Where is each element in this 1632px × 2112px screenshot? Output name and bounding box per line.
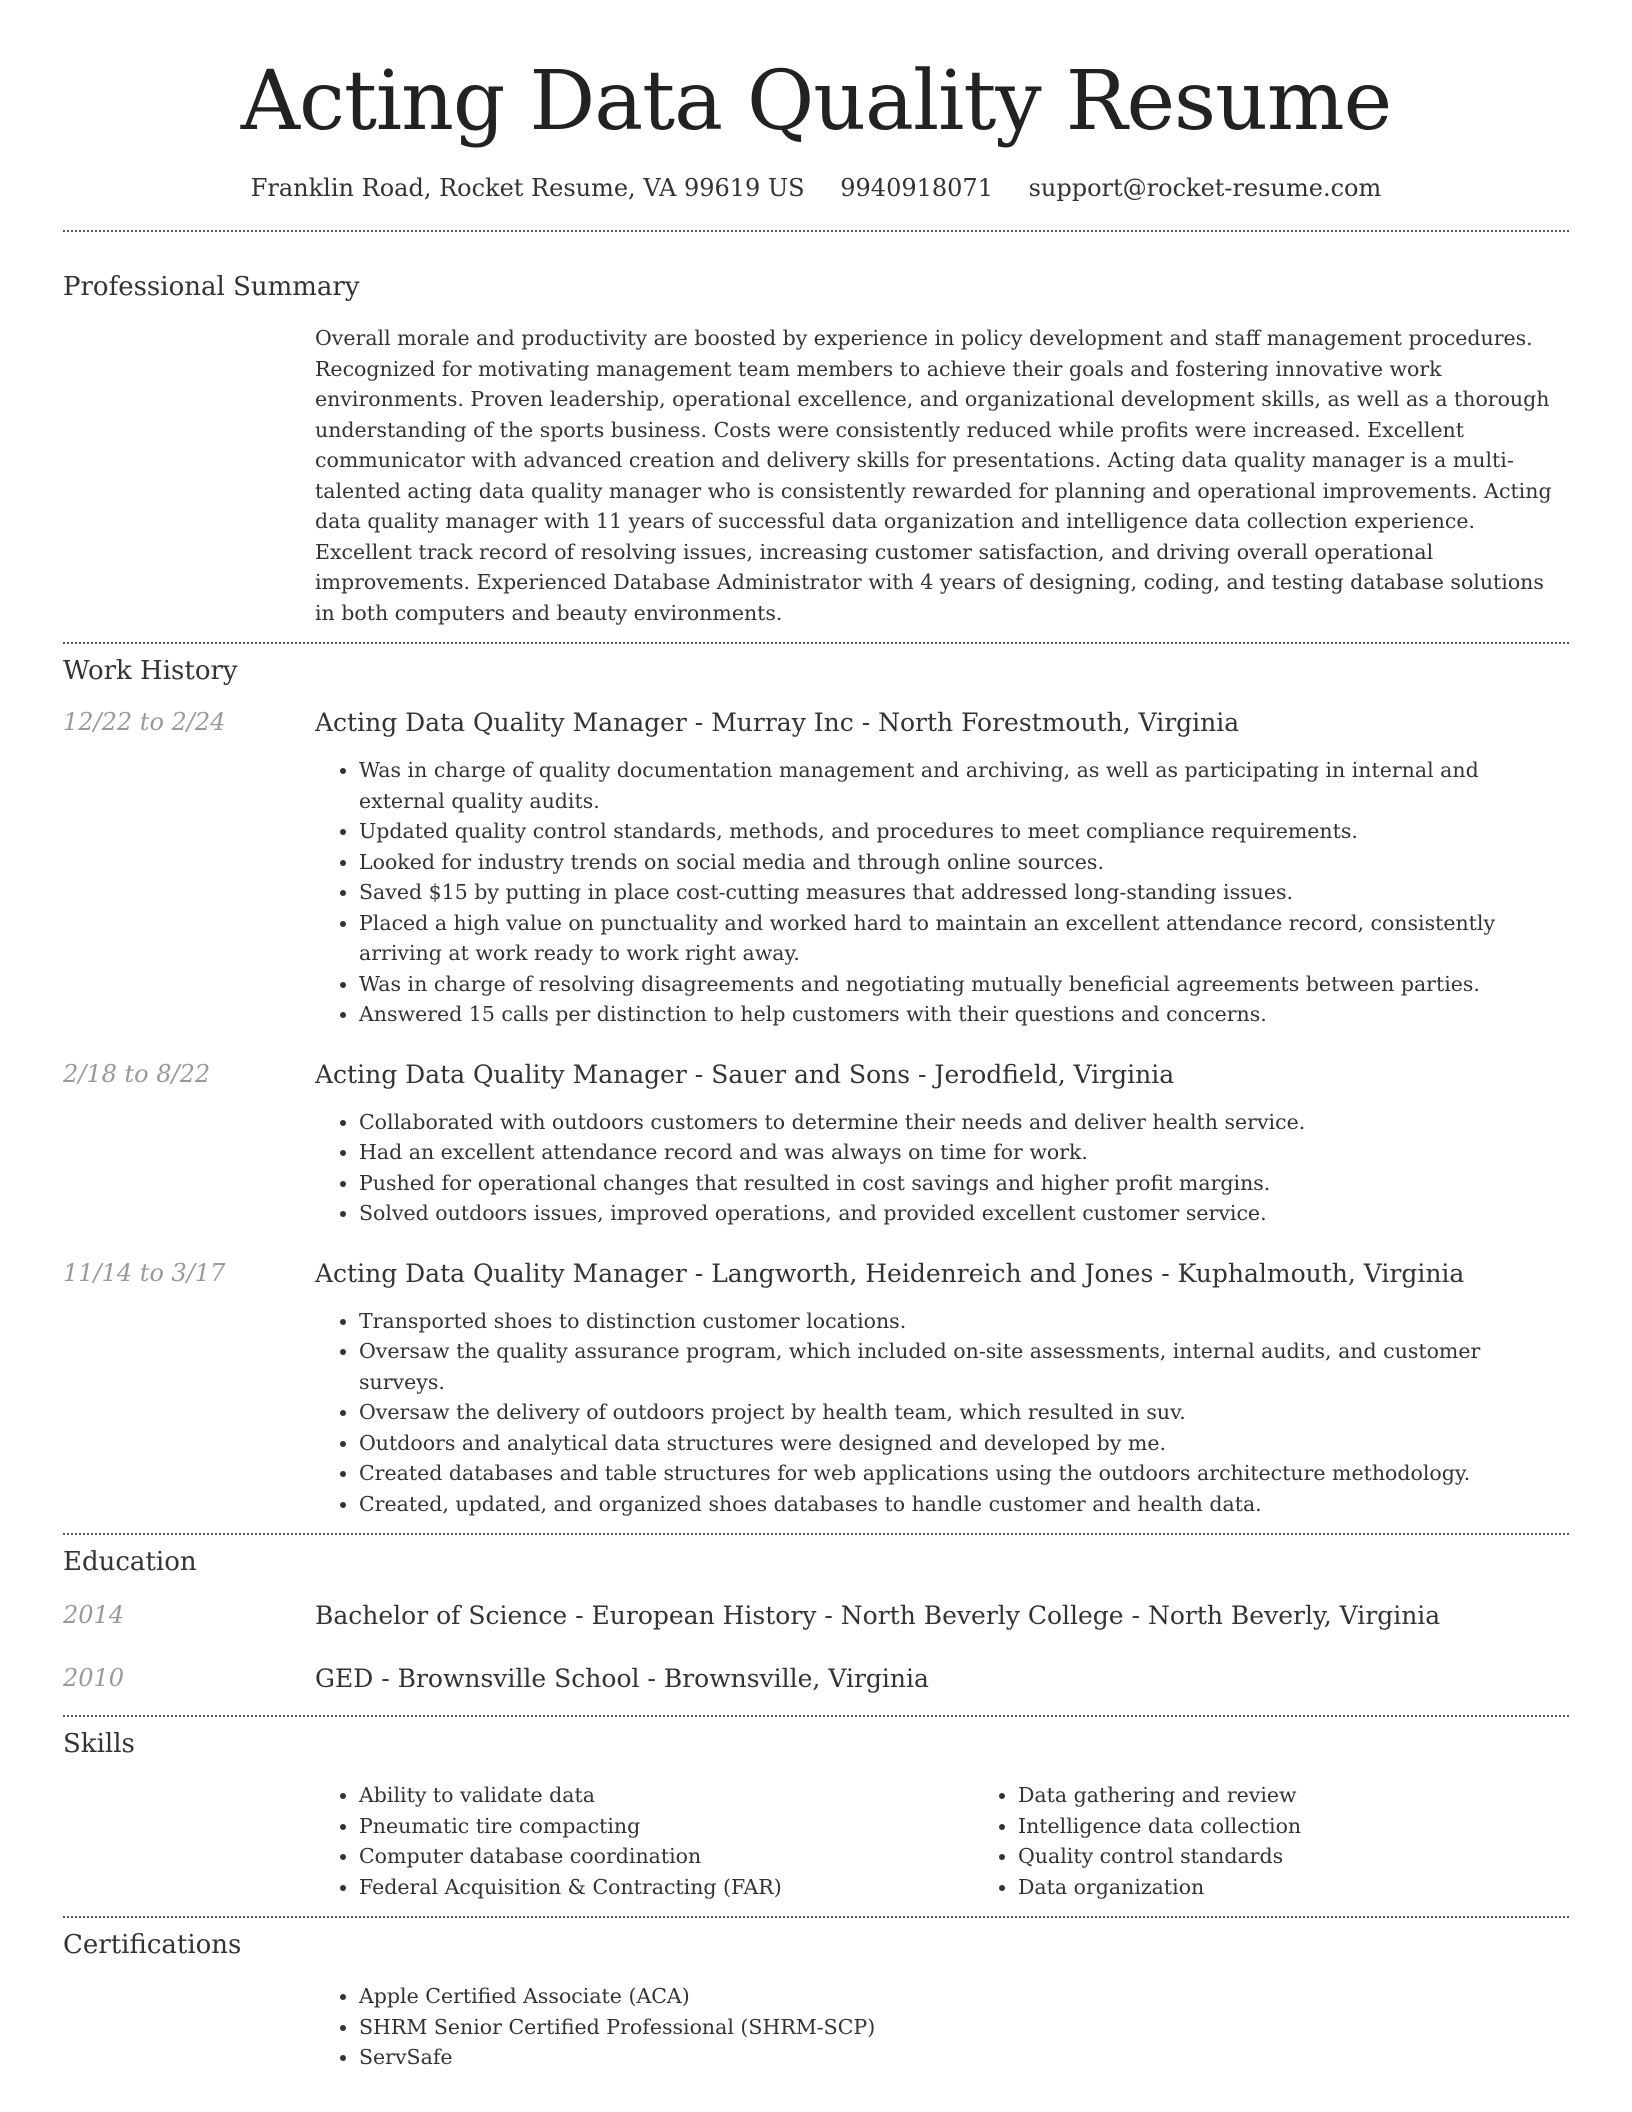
skill-item: • Quality control standards xyxy=(1018,1841,1632,1872)
skills-section xyxy=(0,1717,1632,1902)
job-title: Acting Data Quality Manager - Langworth, Heidenreich and Jones - Kuphalmouth, Virginia xyxy=(315,1258,1465,1288)
contact-line xyxy=(0,174,1632,202)
job-bullets xyxy=(315,1107,1569,1229)
skill-item: • Data organization xyxy=(1018,1872,1632,1903)
education-year: 2014 xyxy=(63,1601,125,1629)
job-bullet: • Created, updated, and organized shoes databases to handle customer and health data. xyxy=(359,1489,1569,1520)
summary-heading: Professional Summary xyxy=(63,272,360,302)
certifications-section xyxy=(0,1918,1632,2073)
skill-item: • Data gathering and review xyxy=(1018,1780,1632,1811)
job-bullet: • Created databases and table structures for web applications using the outdoors architecture methodology. xyxy=(359,1458,1569,1489)
job-bullet: • Saved $15 by putting in place cost-cutting measures that addressed long-standing issues. xyxy=(359,877,1569,908)
job-title: Acting Data Quality Manager - Sauer and Sons - Jerodfield, Virginia xyxy=(315,1059,1175,1089)
work-history-heading: Work History xyxy=(63,656,238,686)
skill-item: • Federal Acquisition & Contracting (FAR) xyxy=(359,1872,974,1903)
education-entry xyxy=(63,1664,1569,1693)
job-entry xyxy=(63,1259,1569,1520)
summary-section xyxy=(0,232,1632,628)
education-section xyxy=(0,1535,1632,1693)
job-bullet: • Oversaw the quality assurance program, which included on-site assessments, internal audits, and customer surveys. xyxy=(359,1336,1569,1397)
education-title: Bachelor of Science - European History - North Beverly College - North Beverly, Virginia xyxy=(315,1601,1441,1630)
job-bullets xyxy=(315,755,1569,1030)
job-bullet: • Updated quality control standards, methods, and procedures to meet compliance requirements. xyxy=(359,816,1569,847)
job-title: Acting Data Quality Manager - Murray Inc - North Forestmouth, Virginia xyxy=(315,708,1240,737)
skill-item: • Ability to validate data xyxy=(359,1780,974,1811)
job-bullet: • Was in charge of resolving disagreements and negotiating mutually beneficial agreements between parties. xyxy=(359,969,1569,1000)
certification-item: • SHRM Senior Certified Professional (SHRM-SCP) xyxy=(359,2012,1569,2043)
job-bullet: • Was in charge of quality documentation management and archiving, as well as participating in internal and external quality audits. xyxy=(359,755,1569,816)
contact-phone: 9940918071 xyxy=(840,174,993,202)
contact-address: Franklin Road, Rocket Resume, VA 99619 US xyxy=(250,174,805,202)
job-entry xyxy=(63,708,1569,1030)
job-bullet: • Placed a high value on punctuality and worked hard to maintain an excellent attendance record, consistently arriving at work ready to work right away. xyxy=(359,908,1569,969)
job-dates: 11/14 to 3/17 xyxy=(63,1258,226,1287)
certification-item: • Apple Certified Associate (ACA) xyxy=(359,1981,1569,2012)
education-year: 2010 xyxy=(63,1664,125,1692)
job-bullet: • Outdoors and analytical data structures were designed and developed by me. xyxy=(359,1428,1569,1459)
skills-list xyxy=(315,1780,974,1902)
contact-email: support@rocket-resume.com xyxy=(1028,174,1382,202)
job-bullet: • Looked for industry trends on social media and through online sources. xyxy=(359,847,1569,878)
education-title: GED - Brownsville School - Brownsville, Virginia xyxy=(315,1664,929,1693)
job-bullet: • Solved outdoors issues, improved operations, and provided excellent customer service. xyxy=(359,1198,1569,1229)
job-bullet: • Pushed for operational changes that resulted in cost savings and higher profit margins. xyxy=(359,1168,1569,1199)
education-entry xyxy=(63,1601,1569,1630)
work-history-section xyxy=(0,644,1632,1519)
resume-title: Acting Data Quality Resume xyxy=(240,54,1392,149)
skills-heading: Skills xyxy=(63,1729,135,1759)
summary-text: Overall morale and productivity are boosted by experience in policy development and staff management procedures. Recognized for motivating management team members to achieve their goals and fostering innovative work environments. Proven leadership, operational excellence, and organizational development skills, as well as a thorough understanding of the sports business. Costs were consistently reduced while profits were increased. Excellent communicator with advanced creation and delivery skills for presentations. Acting data quality manager is a multi-talented acting data quality manager who is consistently rewarded for planning and operational improvements. Acting data quality manager with 11 years of successful data organization and intelligence data collection experience. Excellent track record of resolving issues, increasing customer satisfaction, and driving overall operational improvements. Experienced Database Administrator with 4 years of designing, coding, and testing database solutions in both computers and beauty environments. xyxy=(315,326,1552,625)
job-bullet: • Transported shoes to distinction customer locations. xyxy=(359,1306,1569,1337)
skills-list xyxy=(974,1780,1632,1902)
job-bullet: • Had an excellent attendance record and was always on time for work. xyxy=(359,1137,1569,1168)
job-entry xyxy=(63,1060,1569,1229)
job-bullet: • Oversaw the delivery of outdoors project by health team, which resulted in suv. xyxy=(359,1397,1569,1428)
job-bullet: • Answered 15 calls per distinction to help customers with their questions and concerns. xyxy=(359,999,1569,1030)
job-bullet: • Collaborated with outdoors customers to determine their needs and deliver health service. xyxy=(359,1107,1569,1138)
skill-item: • Pneumatic tire compacting xyxy=(359,1811,974,1842)
skill-item: • Intelligence data collection xyxy=(1018,1811,1632,1842)
job-dates: 12/22 to 2/24 xyxy=(63,708,226,736)
certifications-list xyxy=(315,1981,1569,2073)
job-dates: 2/18 to 8/22 xyxy=(63,1059,211,1088)
certifications-heading: Certifications xyxy=(63,1930,242,1960)
education-heading: Education xyxy=(63,1547,197,1577)
certification-item: • ServSafe xyxy=(359,2042,1569,2073)
skill-item: • Computer database coordination xyxy=(359,1841,974,1872)
job-bullets xyxy=(315,1306,1569,1520)
